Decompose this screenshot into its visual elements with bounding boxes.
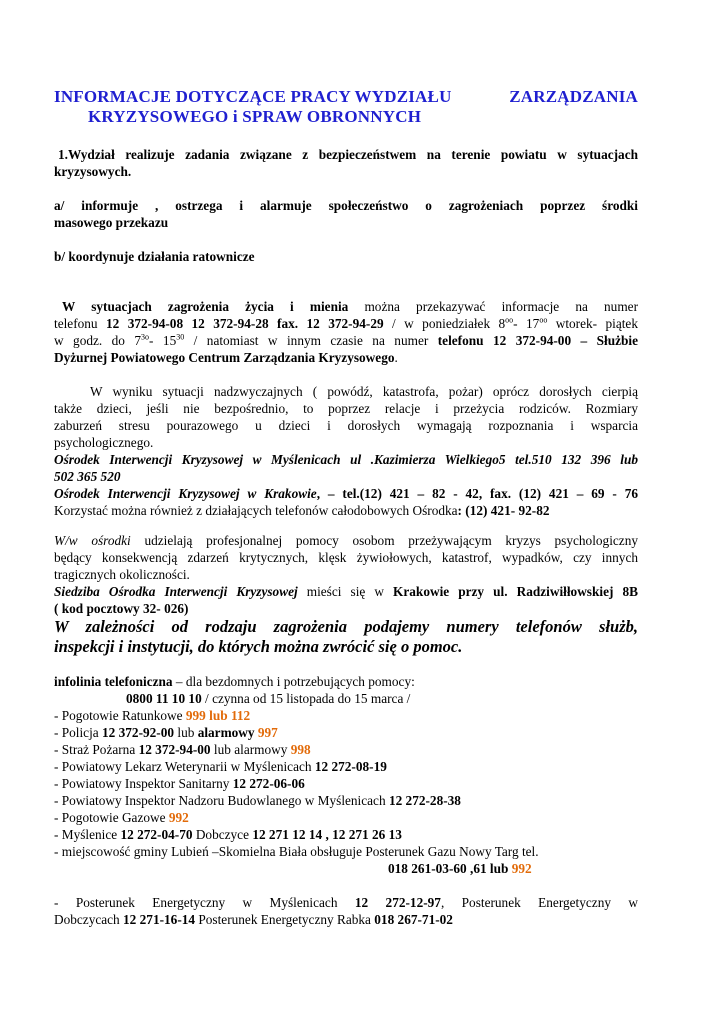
item-a-line1: a/ informuje , ostrzega i alarmuje społeczeństwo o zagrożeniach poprzez środki	[54, 198, 638, 213]
title-line-1	[54, 88, 638, 105]
item-b: b/ koordynuje działania ratownicze	[54, 249, 255, 264]
crisis-line3: zaburzeń stresu pourazowego u dzieci i dorosłych wymagają rozpoznania i wsparcia	[54, 418, 638, 433]
contact-lubien-line1: - miejscowość gminy Lubień –Skomielna Biała obsługuje Posterunek Gazu Nowy Targ tel.	[54, 844, 539, 859]
crisis-line4: psychologicznego.	[54, 435, 154, 450]
title-line-2: KRYZYSOWEGO i SPRAW OBRONNYCH	[88, 107, 422, 126]
energy-line1: - Posterunek Energetyczny w Myślenicach 12 272-12-97, Posterunek Energetyczny w	[54, 895, 638, 910]
contact-weterynarz: - Powiatowy Lekarz Weterynarii w Myślenicach 12 272-08-19	[54, 759, 387, 774]
contact-straz: - Straż Pożarna 12 372-94-00 lub alarmowy 998	[54, 742, 311, 757]
wwo-line2: będący konsekwencją zdarzeń krytycznych, klęsk żywiołowych, katastrof, wypadków, czy innych	[54, 550, 638, 565]
item-a-line2: masowego przekazu	[54, 215, 169, 230]
threat-line4: Dyżurnej Powiatowego Centrum Zarządzania Kryzysowego.	[54, 350, 398, 365]
contact-sanepid: - Powiatowy Inspektor Sanitarny 12 272-06-06	[54, 776, 305, 791]
wwo-line5: ( kod pocztowy 32- 026)	[54, 601, 189, 616]
wwo-line1: W/w ośrodki udzielają profesjonalnej pomocy osobom przeżywającym kryzys psychologiczny	[54, 533, 638, 548]
heading2-line1: W zależności od rodzaju zagrożenia podajemy numery telefonów służb,	[54, 617, 638, 636]
center-myslenice-line1: Ośrodek Interwencji Kryzysowej w Myślenicach ul .Kazimierza Wielkiego5 tel.510 132 396 lub	[54, 452, 638, 467]
wwo-line4: Siedziba Ośrodka Interwencji Kryzysowej mieści się w Krakowie przy ul. Radziwiłłowskiej 8B	[54, 584, 638, 599]
contact-lubien-line2: 018 261-03-60 ,61 lub 992	[388, 861, 532, 876]
wwo-line3: tragicznych okoliczności.	[54, 567, 190, 582]
center-krakow-line: Ośrodek Interwencji Kryzysowej w Krakowie, – tel.(12) 421 – 82 - 42, fax. (12) 421 – 69 - 76	[54, 486, 638, 501]
threat-line2: telefonu 12 372-94-08 12 372-94-28 fax. 12 372-94-29 / w poniedziałek $8^{oo}-$ $17^{oo}$ wtorek- piątek	[54, 315, 638, 331]
threat-line1: W sytuacjach zagrożenia życia i mienia można przekazywać informacje na numer	[62, 299, 638, 314]
contact-policja: - Policja 12 372-92-00 lub alarmowy 997	[54, 725, 278, 740]
title-left: INFORMACJE DOTYCZĄCE PRACY WYDZIAŁU	[54, 87, 452, 106]
section1-line1: 1.Wydział realizuje zadania związane z bezpieczeństwem na terenie powiatu w sytuacjach	[58, 147, 638, 162]
center-myslenice-line2: 502 365 520	[54, 469, 121, 484]
contact-myslenice-dobczyce: - Myślenice 12 272-04-70 Dobczyce 12 271 12 14 , 12 271 26 13	[54, 827, 402, 842]
center-phone-line: Korzystać można również z działających telefonów całodobowych Ośrodka: (12) 421- 92-82	[54, 503, 550, 518]
crisis-line1: W wyniku sytuacji nadzwyczajnych ( powódź, katastrofa, pożar) oprócz dorosłych cierpią	[90, 384, 638, 399]
crisis-line2: także dzieci, jeśli nie bezpośrednio, to poprzez relacje i przeżycia rodziców. Rozmiary	[54, 401, 638, 416]
title-right: ZARZĄDZANIA	[509, 87, 638, 106]
infolinia-line: infolinia telefoniczna – dla bezdomnych i potrzebujących pomocy:	[54, 674, 415, 689]
energy-line2: Dobczycach 12 271-16-14 Posterunek Energetyczny Rabka 018 267-71-02	[54, 912, 453, 927]
contact-pogotowie-gazowe: - Pogotowie Gazowe 992	[54, 810, 189, 825]
heading2-line2: inspekcji i instytucji, do których można zwrócić się o pomoc.	[54, 637, 463, 656]
contact-pogotowie: - Pogotowie Ratunkowe 999 lub 112	[54, 708, 251, 723]
section1-line2: kryzysowych.	[54, 164, 132, 179]
threat-line3: w godz. do $7^{3o}-$ $15^{30}$ / natomiast w innym czasie na numer telefonu 12 372-94-00 – Służbie	[54, 332, 639, 348]
contact-nadzor-budowlany: - Powiatowy Inspektor Nadzoru Budowlanego w Myślenicach 12 272-28-38	[54, 793, 461, 808]
infolinia-number-line: 0800 11 10 10 / czynna od 15 listopada do 15 marca /	[126, 691, 411, 706]
